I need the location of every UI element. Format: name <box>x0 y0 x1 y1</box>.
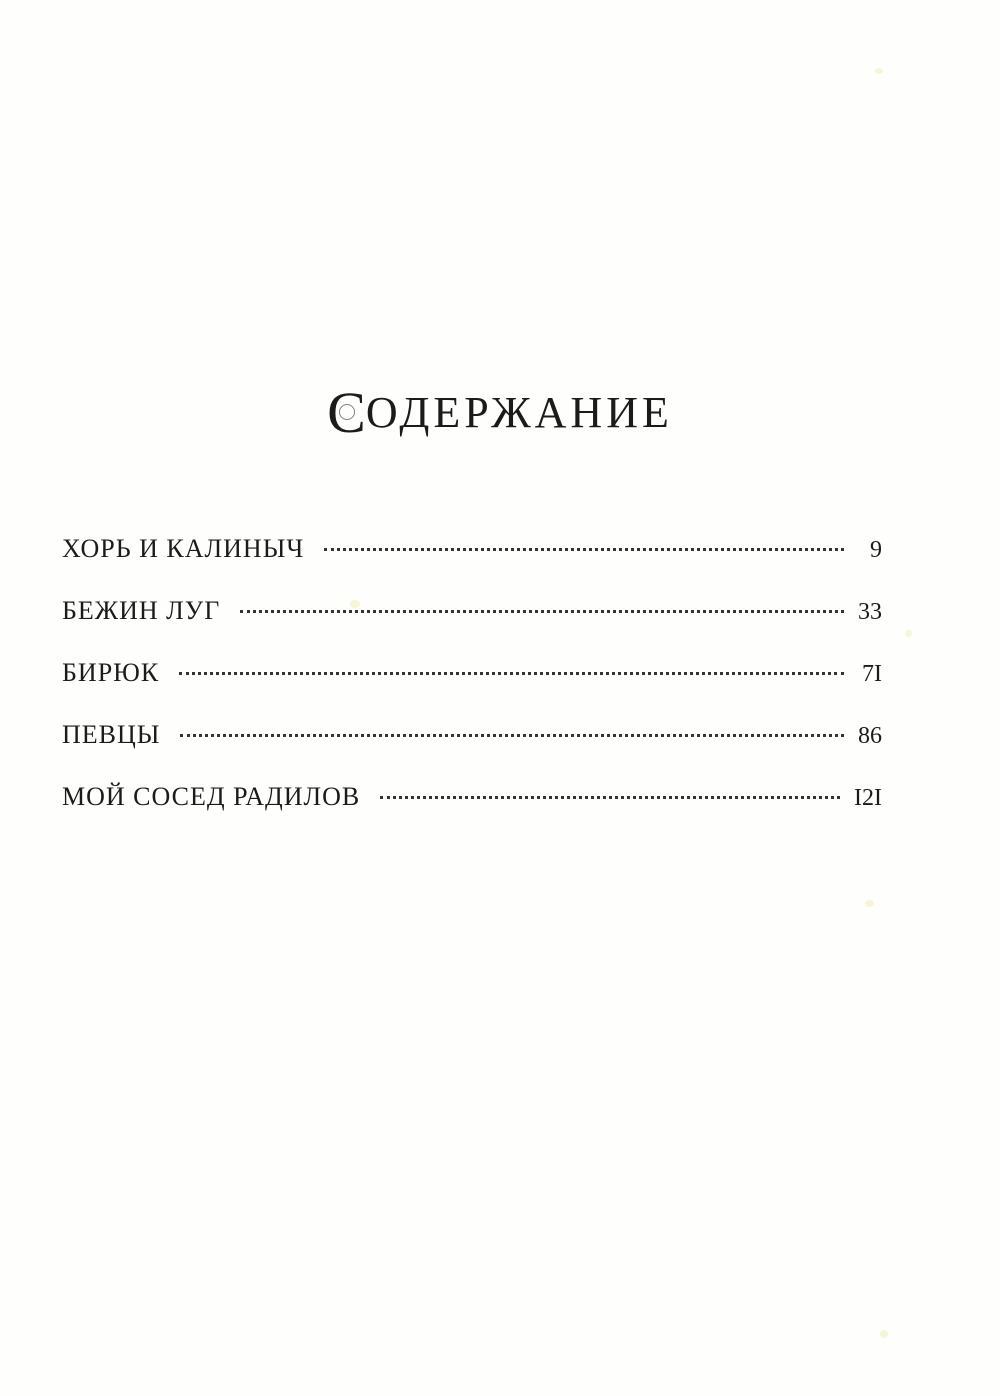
page-title <box>0 380 1000 445</box>
toc-dot-leader <box>180 734 844 737</box>
toc-dot-leader <box>240 610 844 613</box>
toc-page-number: 86 <box>858 723 882 749</box>
toc-entry[interactable] <box>62 720 882 782</box>
toc-page-number: I2I <box>854 785 882 811</box>
toc-page-number: 33 <box>858 599 882 625</box>
table-of-contents <box>62 534 882 844</box>
toc-entry-title: ХОРЬ И КАЛИНЫЧ <box>62 534 305 563</box>
paper-speck <box>905 630 912 637</box>
toc-entry-title: БЕЖИН ЛУГ <box>62 596 221 625</box>
toc-entry[interactable] <box>62 658 882 720</box>
toc-dot-leader <box>380 796 840 799</box>
toc-dot-leader <box>324 548 844 551</box>
toc-entry-title: БИРЮК <box>62 658 160 687</box>
toc-entry[interactable] <box>62 782 882 844</box>
toc-dot-leader <box>179 672 844 675</box>
toc-page-number: 9 <box>870 537 882 563</box>
toc-entry[interactable] <box>62 534 882 596</box>
toc-entry-title: МОЙ СОСЕД РАДИЛОВ <box>62 782 361 811</box>
toc-entry-title: ПЕВЦЫ <box>62 720 161 749</box>
page-title-text: ОДЕРЖАНИЕ <box>365 388 673 437</box>
paper-speck <box>880 1330 888 1338</box>
paper-speck <box>865 900 874 907</box>
decorative-initial-letter: С <box>327 380 366 445</box>
toc-entry[interactable] <box>62 596 882 658</box>
toc-page-number: 7I <box>862 661 882 687</box>
paper-speck <box>875 68 883 74</box>
